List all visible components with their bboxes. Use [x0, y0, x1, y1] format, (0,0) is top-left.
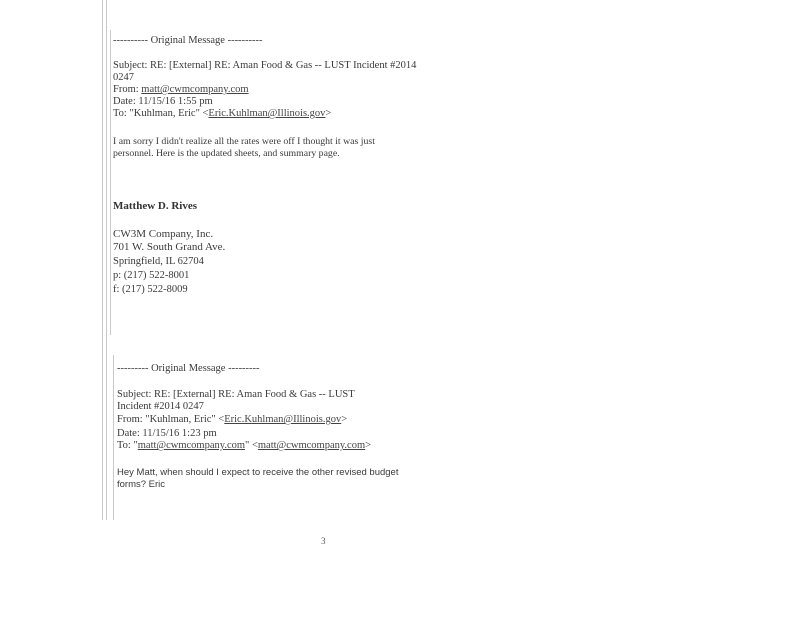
date-line: Date: 11/15/16 1:23 pm: [117, 428, 217, 439]
subject-line: Subject: RE: [External] RE: Aman Food & Gas -- LUST: [117, 389, 355, 400]
to-mid: " <: [245, 440, 258, 451]
subject-line: Subject: RE: [External] RE: Aman Food & Gas -- LUST Incident #2014: [113, 60, 417, 71]
signature-name: Matthew D. Rives: [113, 200, 198, 212]
margin-rule: [106, 0, 107, 520]
from-email-link[interactable]: matt@cwmcompany.com: [141, 84, 249, 95]
original-message-header: --------- Original Message ---------: [117, 363, 260, 374]
to-close: >: [325, 108, 332, 119]
original-message-header: ---------- Original Message ----------: [113, 35, 263, 46]
from-label: From:: [113, 84, 142, 95]
to-label: To: "Kuhlman, Eric" <: [113, 108, 209, 119]
signature-city: Springfield, IL 62704: [113, 256, 204, 267]
signature-address: 701 W. South Grand Ave.: [113, 241, 226, 253]
margin-rule: [110, 30, 111, 335]
to-name-link[interactable]: matt@cwmcompany.com: [137, 440, 246, 451]
message-body-line: Hey Matt, when should I expect to receive the other revised budget: [117, 467, 399, 478]
from-label: From: "Kuhlman, Eric" <: [117, 414, 225, 425]
date-line: Date: 11/15/16 1:55 pm: [113, 96, 213, 107]
to-line: [113, 108, 331, 120]
subject-line-cont: Incident #2014 0247: [117, 401, 204, 412]
to-close: >: [365, 440, 372, 451]
from-email-link[interactable]: Eric.Kuhlman@Illinois.gov: [224, 414, 342, 425]
margin-rule: [113, 355, 114, 520]
message-body-line: personnel. Here is the updated sheets, and summary page.: [113, 148, 340, 159]
page-number: 3: [321, 536, 326, 546]
margin-rule: [102, 0, 103, 520]
to-email-link[interactable]: Eric.Kuhlman@Illinois.gov: [208, 108, 326, 119]
signature-fax: f: (217) 522-8009: [113, 284, 188, 295]
from-line: [113, 84, 249, 96]
from-close: >: [341, 414, 348, 425]
subject-line-cont: 0247: [113, 72, 134, 83]
signature-company: CW3M Company, Inc.: [113, 228, 214, 240]
signature-phone: p: (217) 522-8001: [113, 270, 190, 281]
message-body-line: I am sorry I didn't realize all the rates were off I thought it was just: [113, 136, 375, 147]
to-open: To: ": [117, 440, 138, 451]
from-line: [117, 414, 347, 426]
to-line: [117, 440, 371, 452]
message-body-line: forms? Eric: [117, 479, 166, 490]
to-email-link[interactable]: matt@cwmcompany.com: [257, 440, 366, 451]
